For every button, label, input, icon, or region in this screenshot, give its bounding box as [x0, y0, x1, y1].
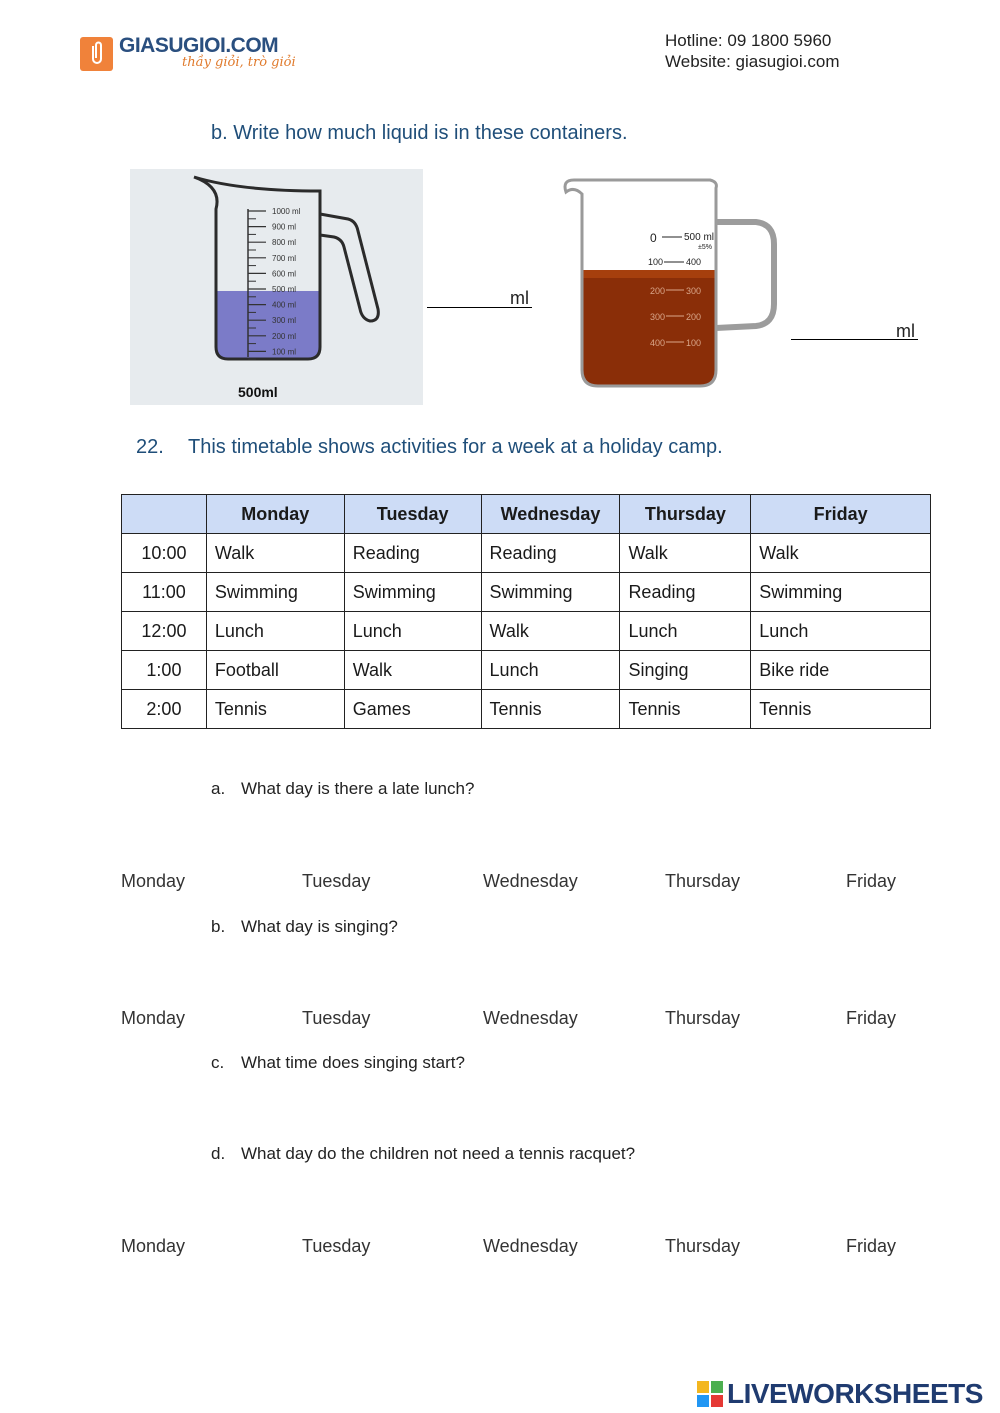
- activity-cell: Lunch: [344, 612, 481, 651]
- answer-option-thursday[interactable]: Thursday: [665, 1008, 741, 1028]
- brand-logo-icon: [80, 37, 113, 71]
- answer-option-tuesday[interactable]: Tuesday: [302, 1236, 371, 1256]
- beaker-scale-label: 400: [650, 338, 666, 348]
- timetable-header-cell: Thursday: [620, 495, 751, 534]
- jug-caption: 500ml: [238, 384, 278, 400]
- activity-cell: Tennis: [481, 690, 620, 729]
- jug-scale-label: 300 ml: [272, 316, 297, 326]
- section-b-instruction: b. Write how much liquid is in these containers.: [211, 122, 628, 144]
- timetable: [121, 494, 931, 729]
- activity-cell: Walk: [481, 612, 620, 651]
- time-cell: 1:00: [122, 651, 207, 690]
- jug-scale-label: 700 ml: [272, 253, 297, 263]
- timetable-header-cell: Tuesday: [344, 495, 481, 534]
- answer-option-wednesday[interactable]: Wednesday: [483, 1008, 578, 1028]
- question-22-number: 22.: [136, 436, 164, 458]
- subquestion-letter: a.: [211, 779, 226, 798]
- beaker-scale-label: 100: [686, 338, 702, 348]
- subquestion-a: [211, 779, 474, 799]
- activity-cell: Reading: [481, 534, 620, 573]
- table-row: [122, 573, 931, 612]
- table-row: [122, 534, 931, 573]
- answer-option-wednesday[interactable]: Wednesday: [483, 1236, 578, 1256]
- timetable-header-cell: Friday: [751, 495, 931, 534]
- answer-option-thursday[interactable]: Thursday: [665, 871, 741, 891]
- time-cell: 11:00: [122, 573, 207, 612]
- jug-scale-label: 400 ml: [272, 300, 297, 310]
- activity-cell: Swimming: [751, 573, 931, 612]
- activity-cell: Singing: [620, 651, 751, 690]
- activity-cell: Swimming: [206, 573, 344, 612]
- activity-cell: Lunch: [481, 651, 620, 690]
- liveworksheets-logo-text: LIVEWORKSHEETS: [727, 1378, 983, 1409]
- time-cell: 12:00: [122, 612, 207, 651]
- subquestion-b: [211, 917, 398, 937]
- activity-cell: Walk: [620, 534, 751, 573]
- activity-cell: Football: [206, 651, 344, 690]
- timetable-header-cell: Monday: [206, 495, 344, 534]
- question-22-text: This timetable shows activities for a week at a holiday camp.: [188, 436, 723, 458]
- activity-cell: Tennis: [206, 690, 344, 729]
- measuring-jug-image: [130, 169, 423, 405]
- activity-cell: Walk: [206, 534, 344, 573]
- table-row: [122, 651, 931, 690]
- timetable-header-cell: [122, 495, 207, 534]
- activity-cell: Games: [344, 690, 481, 729]
- time-cell: 10:00: [122, 534, 207, 573]
- jug-scale-label: 900 ml: [272, 222, 297, 232]
- subquestion-c: [211, 1053, 465, 1073]
- beaker-label-0: 0: [650, 231, 657, 245]
- answer-option-thursday[interactable]: Thursday: [665, 1236, 741, 1256]
- jug-scale-label: 100 ml: [272, 347, 297, 357]
- subquestion-text: What day is singing?: [241, 917, 398, 936]
- activity-cell: Bike ride: [751, 651, 931, 690]
- subquestion-text: What day do the children not need a tennis racquet?: [241, 1144, 636, 1163]
- table-row: [122, 612, 931, 651]
- brand-tagline: thầy giỏi, trò giỏi: [182, 55, 296, 70]
- answer-option-tuesday[interactable]: Tuesday: [302, 1008, 371, 1028]
- activity-cell: Walk: [344, 651, 481, 690]
- subquestion-letter: c.: [211, 1053, 225, 1072]
- activity-cell: Lunch: [206, 612, 344, 651]
- brand-name: GIASUGIOI.COM: [119, 34, 279, 57]
- answer-option-friday[interactable]: Friday: [846, 871, 897, 891]
- beaker-label-400: 400: [686, 257, 702, 267]
- jug-unit-label: ml: [510, 288, 529, 308]
- timetable-header-row: [122, 495, 931, 534]
- liveworksheets-icon: [697, 1381, 723, 1407]
- jug-scale-label: 200 ml: [272, 331, 297, 341]
- hotline: Hotline: 09 1800 5960: [665, 31, 832, 50]
- activity-cell: Reading: [344, 534, 481, 573]
- beaker-image: [560, 174, 780, 394]
- answer-option-monday[interactable]: Monday: [121, 1008, 186, 1028]
- activity-cell: Reading: [620, 573, 751, 612]
- beaker-scale-label: 300: [686, 286, 702, 296]
- website: Website: giasugioi.com: [665, 52, 840, 71]
- subquestion-letter: b.: [211, 917, 226, 936]
- jug-scale-label: 800 ml: [272, 238, 297, 248]
- jug-scale-label: 1000 ml: [272, 207, 301, 216]
- beaker-label-100: 100: [648, 257, 664, 267]
- activity-cell: Walk: [751, 534, 931, 573]
- activity-cell: Lunch: [751, 612, 931, 651]
- beaker-scale-label: 200: [650, 286, 666, 296]
- answer-option-monday[interactable]: Monday: [121, 1236, 186, 1256]
- answer-option-friday[interactable]: Friday: [846, 1008, 897, 1028]
- activity-cell: Lunch: [620, 612, 751, 651]
- beaker-scale-label: 200: [686, 312, 702, 322]
- answer-option-wednesday[interactable]: Wednesday: [483, 871, 578, 891]
- answer-option-friday[interactable]: Friday: [846, 1236, 897, 1256]
- table-row: [122, 690, 931, 729]
- jug-scale-label: 600 ml: [272, 269, 297, 279]
- subquestion-text: What time does singing start?: [241, 1053, 465, 1072]
- activity-cell: Swimming: [481, 573, 620, 612]
- subquestion-letter: d.: [211, 1144, 226, 1163]
- beaker-scale-label: 300: [650, 312, 666, 322]
- subquestion-d: [211, 1144, 635, 1164]
- jug-scale-label: 500 ml: [272, 285, 297, 294]
- beaker-tolerance: ±5%: [698, 244, 712, 251]
- activity-cell: Tennis: [620, 690, 751, 729]
- answer-option-tuesday[interactable]: Tuesday: [302, 871, 371, 891]
- subquestion-text: What day is there a late lunch?: [241, 779, 475, 798]
- activity-cell: Swimming: [344, 573, 481, 612]
- activity-cell: Tennis: [751, 690, 931, 729]
- answer-option-monday[interactable]: Monday: [121, 871, 186, 891]
- beaker-label-500: 500 ml: [684, 232, 715, 243]
- beaker-unit-label: ml: [896, 321, 915, 341]
- time-cell: 2:00: [122, 690, 207, 729]
- timetable-header-cell: Wednesday: [481, 495, 620, 534]
